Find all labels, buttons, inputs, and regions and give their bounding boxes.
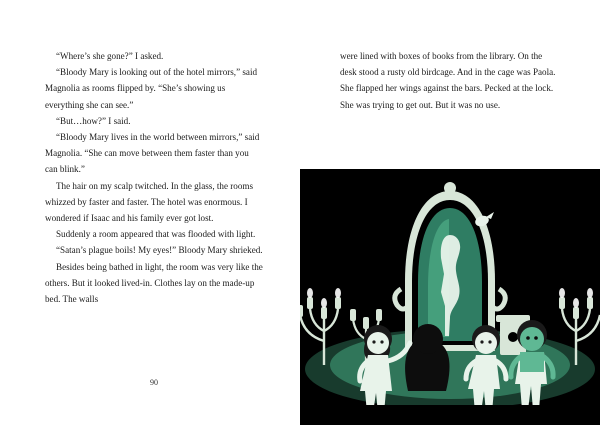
paragraph: Suddenly a room appeared that was flooded with light. [56,229,256,240]
paragraph: The hair on my scalp twitched. In the glass, the rooms whizzed by faster and faster. The hotel was enormous. I wondered if Isaac and his family ever got lost. [45,180,253,224]
paragraph: were lined with boxes of books from the library. On the desk stood a rusty old birdcage. And in the cage was Paola. She flapped her wings against the bars. Pecked at the lock. She was trying to get out. But it was no use. [340,51,556,110]
left-text-column [45,48,263,307]
paragraph: “Where’s she gone?” I asked. [56,51,164,61]
page-number: 90 [150,378,158,387]
children-before-mirror-illustration [300,169,600,425]
paragraph: Besides being bathed in light, the room was very like the others. But it looked lived-in. Clothes lay on the made-up bed. The walls [45,261,263,305]
right-text-column [340,48,558,113]
paragraph: “Bloody Mary lives in the world between mirrors,” said Magnolia. “She can move between them faster than you can blink.” [45,132,260,175]
illustration-artwork [300,169,600,425]
paragraph: “But…how?” I said. [56,115,131,126]
paragraph: “Satan’s plague boils! My eyes!” Bloody Mary shrieked. [56,245,263,256]
paragraph: “Bloody Mary is looking out of the hotel mirrors,” said Magnolia as rooms flipped by. “She’s showing us everything she can see.” [45,67,258,110]
